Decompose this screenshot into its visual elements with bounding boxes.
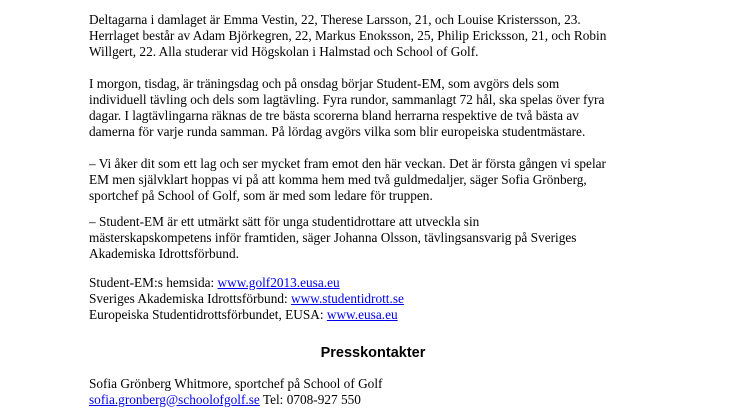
text-line: EM men självklart hoppas vi på att komma hem med två guldmedaljer, säger Sofia Grönberg, [89,172,587,187]
paragraph-team-members [89,12,689,60]
contact-block [89,376,689,408]
link-row [89,291,689,307]
text-line: – Vi åker dit som ett lag och ser mycket fram emot den här veckan. Det är första gången vi spelar [89,156,606,171]
contact-email-link[interactable]: sofia.gronberg@schoolofgolf.se [89,392,260,407]
text-line: dagar. I lagtävlingarna räknas de tre bästa scorerna bland herrarna respektive de två bästa av [89,108,579,123]
text-line: I morgon, tisdag, är träningsdag och på onsdag börjar Student-EM, som avgörs dels som [89,76,560,91]
text-line: Akademiska Idrottsförbund. [89,246,239,261]
text-line: – Student-EM är ett utmärkt sätt för unga studentidrottare att utveckla sin [89,214,480,229]
link-row [89,275,689,291]
text-line: damerna för varje runda samman. På lördag avgörs vilka som blir europeiska studentmästare. [89,124,586,139]
link-student-em[interactable]: www.golf2013.eusa.eu [217,275,340,290]
link-label: Europeiska Studentidrottsförbundet, EUSA: [89,307,327,322]
text-line: individuell tävling och dels som lagtävling. Fyra rundor, sammanlagt 72 hål, ska spelas över fyra [89,92,605,107]
text-line: mästerskapskompetens inför framtiden, säger Johanna Olsson, tävlingsansvarig på Sveriges [89,230,577,245]
links-list [89,275,689,323]
link-studentidrott[interactable]: www.studentidrott.se [291,291,404,306]
text-line: Willgert, 22. Alla studerar vid Högskolan i Halmstad och School of Golf. [89,44,479,59]
text-line: Herrlaget består av Adam Björkegren, 22, Markus Enoksson, 25, Philip Ericksson, 21, och Robin [89,28,607,43]
paragraph-quote-gronberg [89,156,689,204]
press-contacts-heading: Presskontakter [320,345,426,361]
text-line: sportchef på School of Golf, som är med som ledare för truppen. [89,188,433,203]
link-eusa[interactable]: www.eusa.eu [326,307,398,322]
link-label: Sveriges Akademiska Idrottsförbund: [89,291,292,306]
paragraph-quote-olsson [89,214,689,262]
link-label: Student-EM:s hemsida: [89,275,218,290]
contact-details [89,392,689,408]
link-row [89,307,689,323]
paragraph-competition-format [89,76,689,140]
text-line: Deltagarna i damlaget är Emma Vestin, 22, Therese Larsson, 21, och Louise Kristersson, 23. [89,12,581,27]
contact-person: Sofia Grönberg Whitmore, sportchef på School of Golf [89,376,383,391]
contact-phone: Tel: 0708-927 550 [259,392,361,407]
